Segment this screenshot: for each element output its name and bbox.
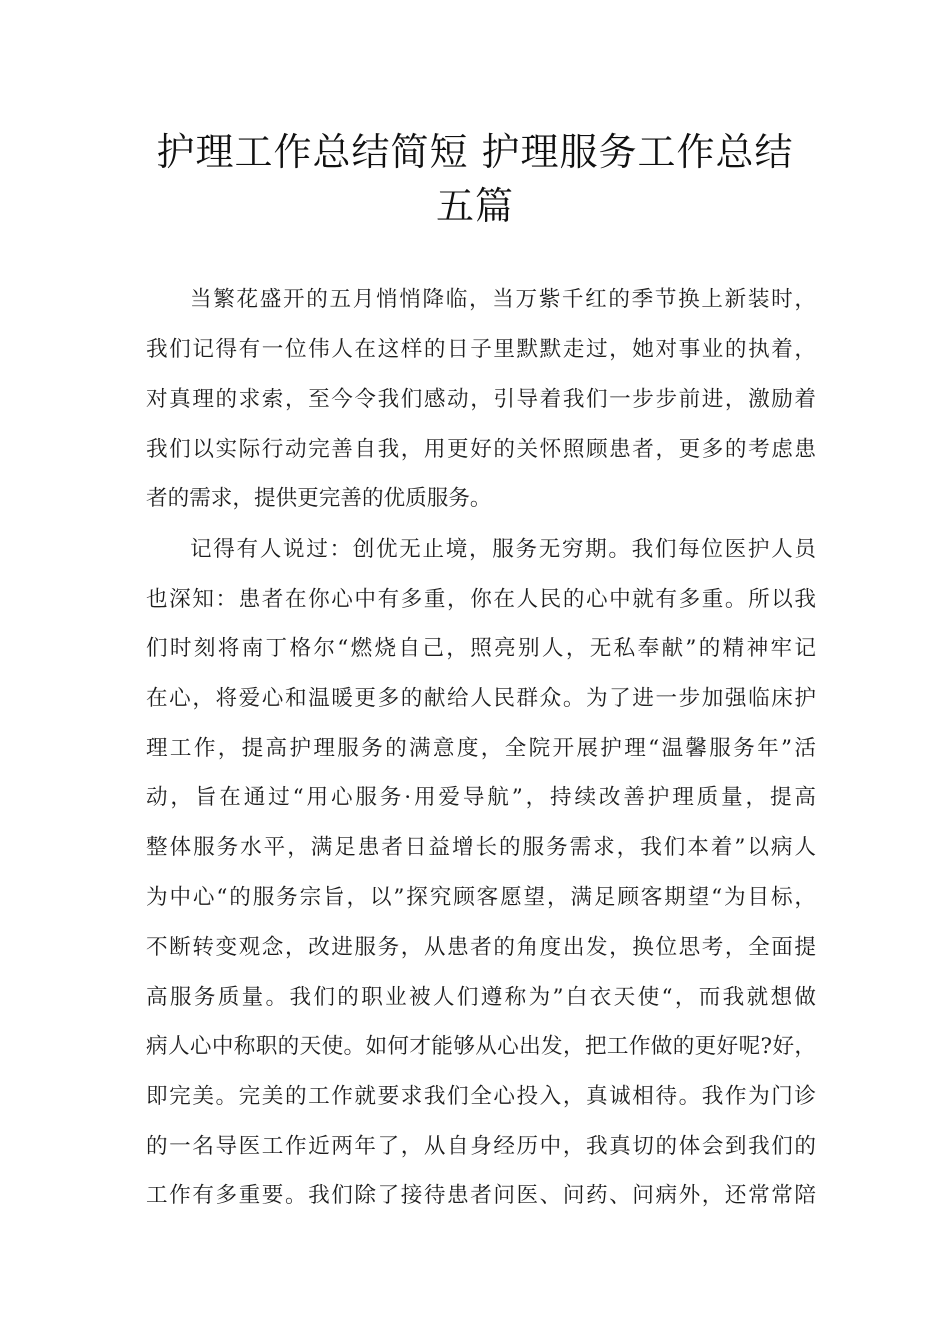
paragraph-2-line-10: 高服务质量。我们的职业被人们遵称为”白衣天使“，而我就想做 — [146, 985, 816, 1010]
paragraph-2-line-4: 在心，将爱心和温暖更多的献给人民群众。为了进一步加强临床护 — [146, 686, 816, 711]
paragraph-1-line-2: 我们记得有一位伟人在这样的日子里默默走过，她对事业的执着， — [146, 337, 816, 362]
paragraph-2-line-13: 的一名导医工作近两年了，从自身经历中，我真切的体会到我们的 — [146, 1134, 816, 1159]
paragraph-2-line-14: 工作有多重要。我们除了接待患者问医、问药、问病外，还常常陪 — [146, 1183, 816, 1208]
document-title-line-2: 五篇 — [435, 184, 514, 228]
paragraph-1-line-4: 我们以实际行动完善自我，用更好的关怀照顾患者，更多的考虑患 — [146, 437, 816, 462]
paragraph-2-line-11: 病人心中称职的天使。如何才能够从心出发，把工作做的更好呢?好， — [146, 1034, 816, 1059]
document-title-line-1: 护理工作总结简短 护理服务工作总结 — [156, 130, 794, 174]
paragraph-2-line-5: 理工作，提高护理服务的满意度，全院开展护理“温馨服务年”活 — [146, 736, 816, 761]
paragraph-2-line-3: 们时刻将南丁格尔“燃烧自己，照亮别人，无私奉献”的精神牢记 — [146, 636, 816, 661]
paragraph-2-line-9: 不断转变观念，改进服务，从患者的角度出发，换位思考，全面提 — [146, 935, 816, 960]
paragraph-2-line-8: 为中心“的服务宗旨，以”探究顾客愿望，满足顾客期望“为目标， — [146, 885, 816, 910]
paragraph-2-line-6: 动，旨在通过“用心服务·用爱导航”，持续改善护理质量，提高 — [146, 785, 816, 810]
paragraph-1-line-3: 对真理的求索，至今令我们感动，引导着我们一步步前进，激励着 — [146, 387, 816, 412]
paragraph-2-line-1: 记得有人说过：创优无止境，服务无穷期。我们每位医护人员 — [190, 537, 816, 562]
paragraph-1-line-5: 者的需求，提供更完善的优质服务。 — [146, 486, 492, 511]
paragraph-2-line-12: 即完美。完美的工作就要求我们全心投入，真诚相待。我作为门诊 — [146, 1084, 816, 1109]
paragraph-1-line-1: 当繁花盛开的五月悄悄降临，当万紫千红的季节换上新装时， — [190, 287, 816, 312]
paragraph-2-line-2: 也深知：患者在你心中有多重，你在人民的心中就有多重。所以我 — [146, 587, 816, 612]
paragraph-2-line-7: 整体服务水平，满足患者日益增长的服务需求，我们本着”以病人 — [146, 835, 816, 860]
